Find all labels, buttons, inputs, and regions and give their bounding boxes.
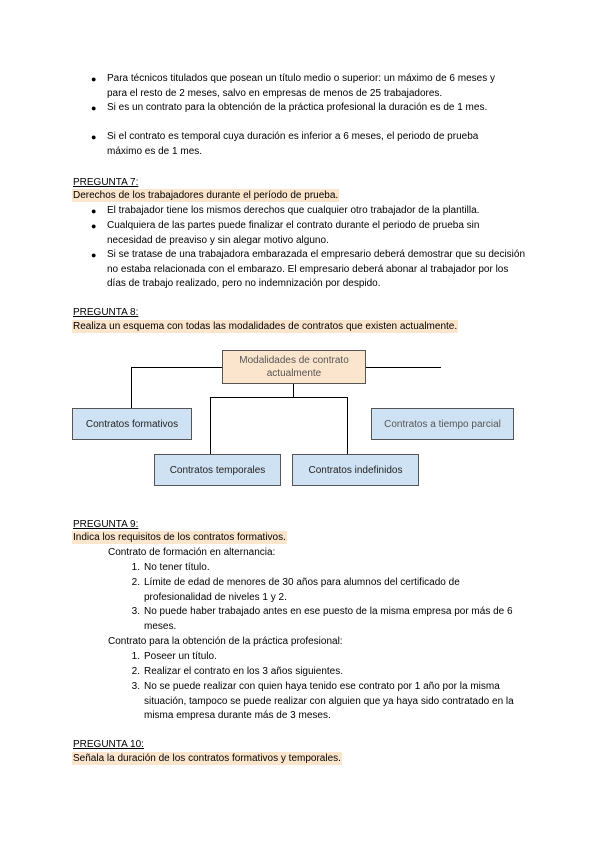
connector-line [210, 397, 348, 398]
list-item: 3. No se puede realizar con quien haya tenido ese contrato por 1 año por la misma situación, tampoco se puede realizar con alguien que ya haya sido contratado en la misma empresa durante más de 3 meses. [131, 681, 514, 721]
question-text: Realiza un esquema con todas las modalidades de contratos que existen actualmente. [73, 321, 458, 332]
list-item: ● Para técnicos titulados que posean un título medio o superior: un máximo de 6 meses y para el resto de 2 meses, salvo en empresas de menos de 25 trabajadores. [91, 73, 495, 99]
list-item: 3. No puede haber trabajado antes en ese puesto de la misma empresa por más de 6 meses. [131, 606, 513, 632]
list-item: 1. Poseer un título. [131, 651, 217, 662]
question-label: PREGUNTA 8: [73, 307, 139, 318]
diagram-box-formativos: Contratos formativos [72, 408, 192, 440]
bullet-icon: ● [91, 132, 97, 142]
connector-line [131, 367, 132, 409]
question-label: PREGUNTA 9: [73, 519, 139, 530]
list-item: ● Si es un contrato para la obtención de la práctica profesional la duración es de 1 mes. [107, 101, 507, 116]
question-text: Señala la duración de los contratos formativos y temporales. [73, 753, 341, 764]
connector-line [365, 367, 441, 368]
bullet-icon: ● [91, 221, 97, 231]
list-item: ● Cualquiera de las partes puede finalizar el contrato durante el periodo de prueba sin necesidad de preaviso y sin alegar motivo alguno. [91, 220, 480, 246]
diagram-root-box: Modalidades de contrato actualmente [222, 350, 366, 384]
question-label: PREGUNTA 7: [73, 177, 139, 188]
bullet-icon: ● [91, 103, 97, 113]
list-item: ● El trabajador tiene los mismos derechos que cualquier otro trabajador de la plantilla. [107, 204, 527, 219]
bullet-icon: ● [91, 250, 97, 260]
subsection-title: Contrato de formación en alternancia: [108, 547, 276, 558]
list-item: 2. Realizar el contrato en los 3 años siguientes. [131, 666, 344, 677]
list-item: 2. Límite de edad de menores de 30 años para alumnos del certificado de profesionalidad de niveles 1 y 2. [131, 577, 460, 603]
diagram-box-indefinidos: Contratos indefinidos [292, 454, 419, 486]
list-item: ● Si el contrato es temporal cuya duración es inferior a 6 meses, el periodo de prueba máximo es de 1 mes. [91, 131, 479, 157]
diagram-box-tiempo-parcial: Contratos a tiempo parcial [371, 408, 514, 440]
list-item: ● Si se tratase de una trabajadora embarazada el empresario deberá demostrar que su decisión no estaba relacionada con el embarazo. El empresario deberá abonar al trabajador por los días de trabajo realizado, pero no indemnización por despido. [91, 249, 526, 289]
question-text: Derechos de los trabajadores durante el período de prueba. [73, 190, 339, 201]
connector-line [131, 367, 222, 368]
question-text: Indica los requisitos de los contratos formativos. [73, 532, 286, 543]
diagram-box-temporales: Contratos temporales [154, 454, 281, 486]
subsection-title: Contrato para la obtención de la práctica profesional: [108, 636, 343, 647]
connector-line [293, 384, 294, 398]
list-item: 1. No tener título. [131, 562, 210, 573]
question-label: PREGUNTA 10: [73, 739, 144, 750]
bullet-icon: ● [91, 74, 97, 84]
connector-line [210, 397, 211, 454]
connector-line [347, 397, 348, 454]
bullet-icon: ● [91, 206, 97, 216]
